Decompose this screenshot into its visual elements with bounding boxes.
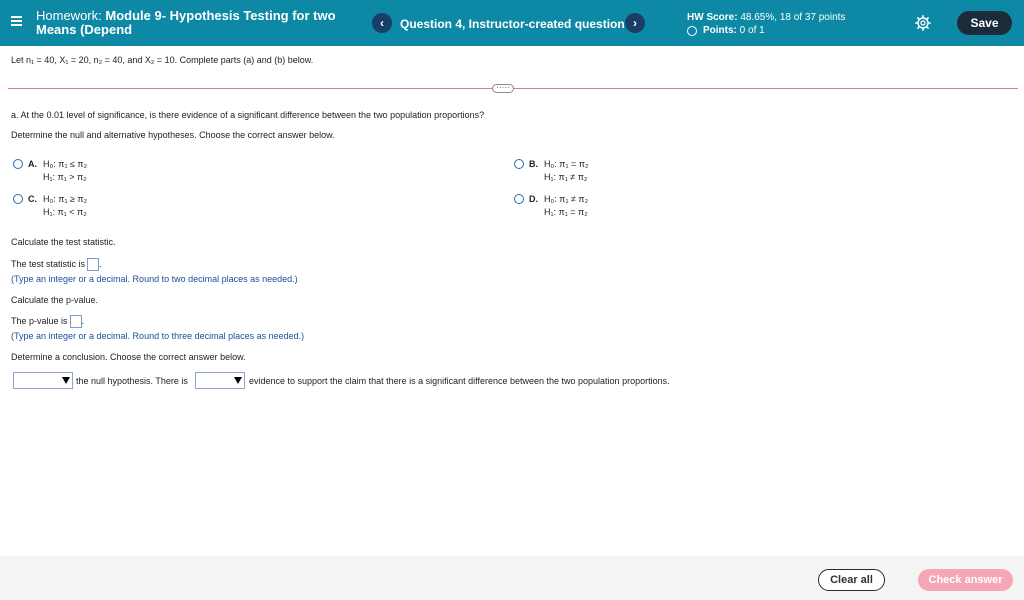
gear-icon[interactable]	[915, 15, 931, 31]
clear-all-button[interactable]: Clear all	[818, 569, 885, 591]
option-c-alt: H₁: π₁ < π₂	[43, 207, 87, 217]
hw-score-value: 48.65%, 18 of 37 points	[740, 12, 846, 23]
assignment-title-prefix: Homework:	[36, 8, 106, 23]
points-value: 0 of 1	[739, 25, 765, 36]
conclusion-evidence-select[interactable]	[195, 372, 245, 389]
score-block	[687, 11, 845, 37]
test-statistic-input[interactable]	[87, 258, 99, 271]
option-b-null: H₀: π₁ = π₂	[544, 159, 589, 169]
option-a-alt: H₁: π₁ > π₂	[43, 172, 87, 182]
option-b-radio[interactable]	[514, 159, 524, 169]
p-value-row: The p-value is .	[11, 315, 84, 328]
test-statistic-row: The test statistic is .	[11, 258, 102, 271]
test-statistic-label: The test statistic is	[11, 258, 86, 269]
points-status-icon	[687, 26, 697, 36]
option-d-alt: H₁: π₁ = π₂	[544, 207, 588, 217]
p-value-input[interactable]	[70, 315, 82, 328]
next-question-button[interactable]: ›	[625, 13, 645, 33]
dropdown-arrow-icon	[62, 376, 70, 385]
option-a-radio[interactable]	[13, 159, 23, 169]
expand-more-button[interactable]: ·····	[492, 84, 514, 93]
dropdown-arrow-icon	[234, 376, 242, 385]
option-b-letter: B.	[529, 159, 538, 169]
conclusion-prompt: Determine a conclusion. Choose the correct answer below.	[11, 352, 246, 362]
p-value-hint: (Type an integer or a decimal. Round to three decimal places as needed.)	[11, 331, 305, 341]
assignment-title	[36, 9, 356, 37]
option-d[interactable]	[514, 193, 714, 221]
assignment-title-name: Module 9- Hypothesis Testing for two Means (Depend	[36, 8, 336, 37]
top-bar	[0, 0, 1024, 46]
option-c-letter: C.	[28, 194, 37, 204]
option-d-radio[interactable]	[514, 194, 524, 204]
calc-stat-prompt: Calculate the test statistic.	[11, 237, 116, 247]
p-value-label: The p-value is	[11, 315, 68, 326]
conclusion-mid-text: the null hypothesis. There is	[76, 376, 188, 386]
option-d-letter: D.	[529, 194, 538, 204]
part-a-question: a. At the 0.01 level of significance, is there evidence of a significant difference between the two population proportions?	[11, 110, 485, 120]
previous-question-button[interactable]: ‹	[372, 13, 392, 33]
option-a-null: H₀: π₁ ≤ π₂	[43, 159, 88, 169]
problem-given: Let n₁ = 40, X₁ = 20, n₂ = 40, and X₂ = 10. Complete parts (a) and (b) below.	[11, 55, 314, 65]
option-a[interactable]	[13, 158, 213, 186]
hw-score-label: HW Score:	[687, 12, 738, 23]
conclusion-end-text: evidence to support the claim that there is a significant difference between the two population proportions.	[249, 376, 670, 386]
option-b-alt: H₁: π₁ ≠ π₂	[544, 172, 588, 182]
option-c-null: H₀: π₁ ≥ π₂	[43, 194, 88, 204]
test-statistic-hint: (Type an integer or a decimal. Round to two decimal places as needed.)	[11, 274, 298, 284]
option-b[interactable]	[514, 158, 714, 186]
option-c[interactable]	[13, 193, 213, 221]
conclusion-decision-select[interactable]	[13, 372, 73, 389]
menu-icon[interactable]	[11, 16, 22, 26]
option-a-letter: A.	[28, 159, 37, 169]
question-label: Question 4, Instructor-created question	[400, 17, 625, 31]
check-answer-button[interactable]: Check answer	[918, 569, 1013, 591]
points-label: Points:	[703, 25, 737, 36]
option-d-null: H₀: π₁ ≠ π₂	[544, 194, 589, 204]
hypotheses-prompt: Determine the null and alternative hypotheses. Choose the correct answer below.	[11, 130, 335, 140]
save-button[interactable]: Save	[957, 11, 1012, 35]
calc-p-prompt: Calculate the p-value.	[11, 295, 99, 305]
option-c-radio[interactable]	[13, 194, 23, 204]
